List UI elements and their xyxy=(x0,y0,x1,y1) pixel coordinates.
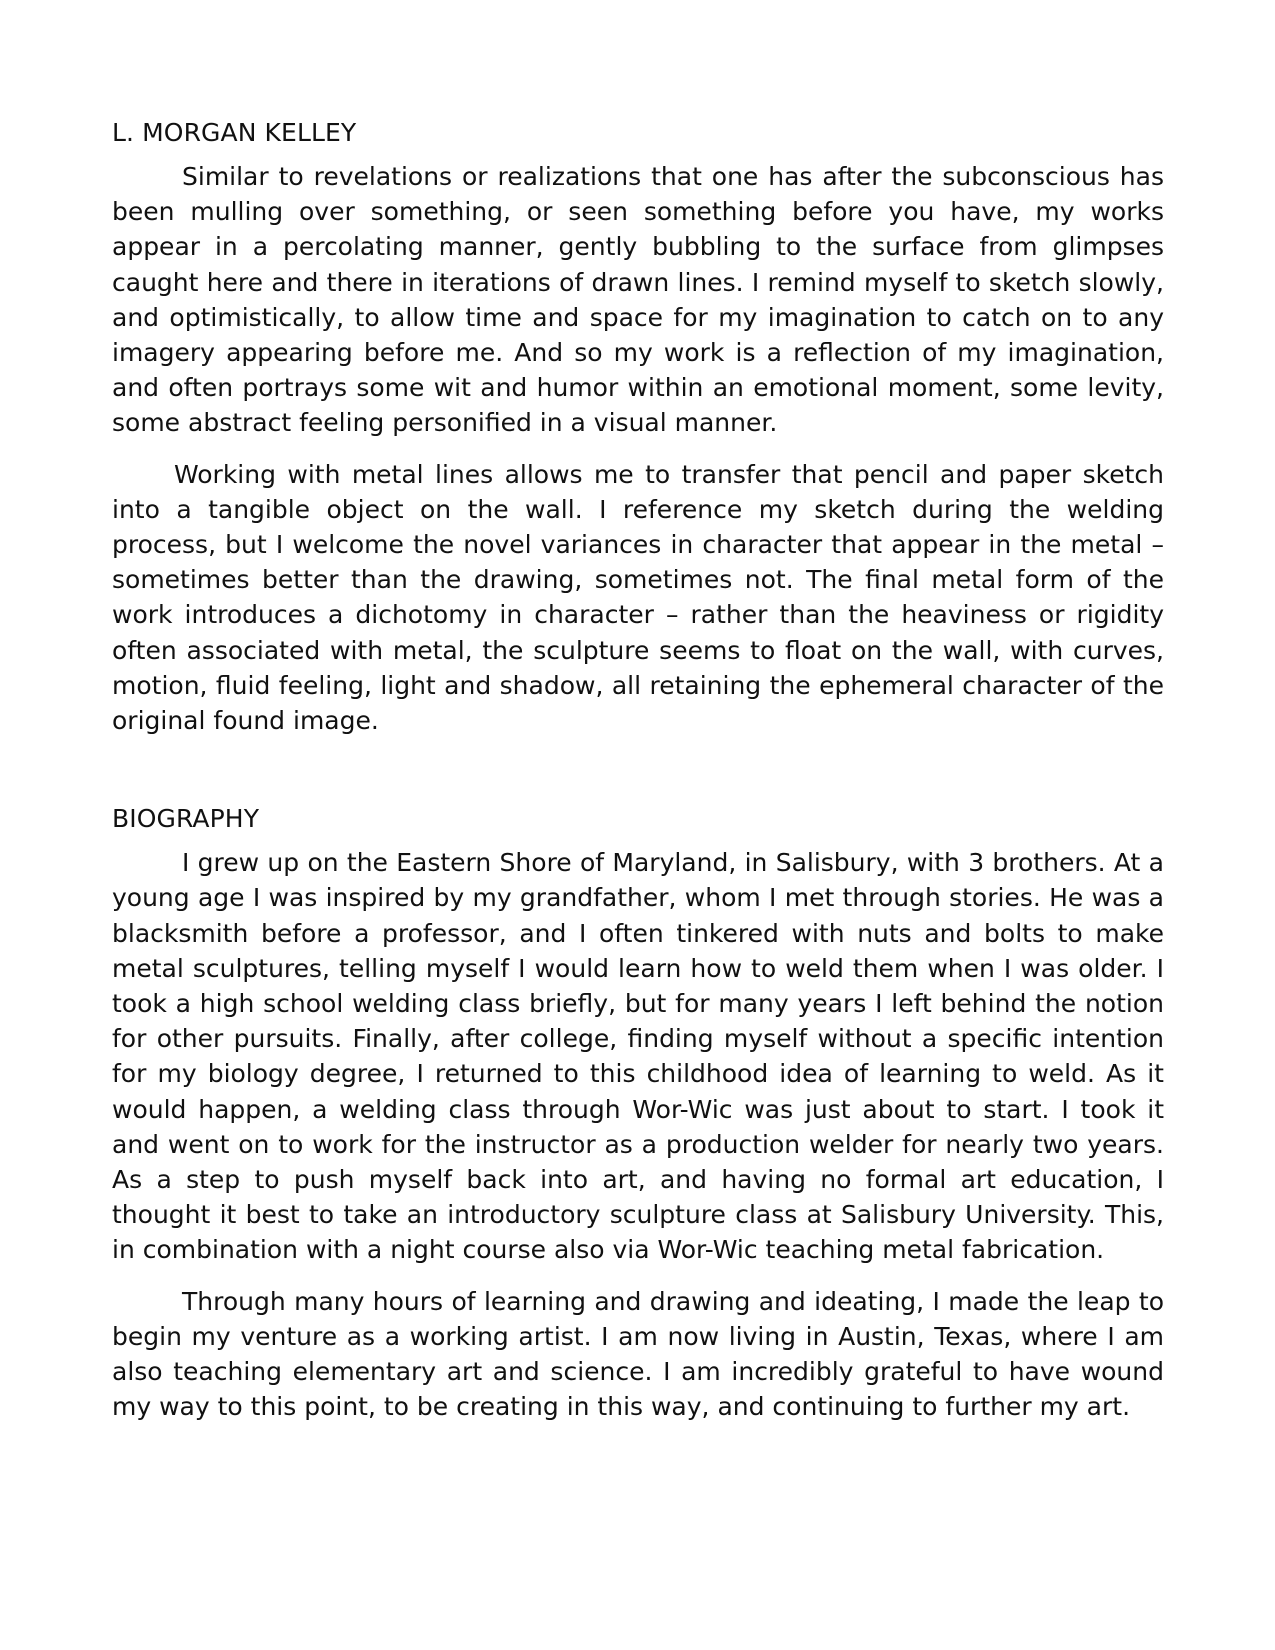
document-page xyxy=(112,116,1164,1441)
biography-paragraph-2: Through many hours of learning and drawing and ideating, I made the leap to begin my venture as a working artist. I am now living in Austin, Texas, where I am also teaching elementary art and science. I am incredibly grateful to have wound my way to this point, to be creating in this way, and continuing to further my art. xyxy=(112,1286,1164,1422)
biography-paragraph-1: I grew up on the Eastern Shore of Maryland, in Salisbury, with 3 brothers. At a young age I was inspired by my grandfather, whom I met through stories. He was a blacksmith before a professor, and I often tinkered with nuts and bolts to make metal sculptures, telling myself I would learn how to weld them when I was older. I took a high school welding class briefly, but for many years I left behind the notion for other pursuits. Finally, after college, finding myself without a specific intention for my biology degree, I returned to this childhood idea of learning to weld. As it would happen, a welding class through Wor-Wic was just about to start. I took it and went on to work for the instructor as a production welder for nearly two years. As a step to push myself back into art, and having no formal art education, I thought it best to take an introductory sculpture class at Salisbury University. This, in combination with a night course also via Wor-Wic teaching metal fabrication. xyxy=(112,848,1164,1265)
artist-name-heading: L. MORGAN KELLEY xyxy=(112,118,357,147)
section-spacer xyxy=(112,754,1164,802)
statement-paragraph-2: Working with metal lines allows me to transfer that pencil and paper sketch into a tangible object on the wall. I reference my sketch during the welding process, but I welcome the novel variances in character that appear in the metal – sometimes better than the drawing, sometimes not. The final metal form of the work introduces a dichotomy in character – rather than the heaviness or rigidity often associated with metal, the sculpture seems to float on the wall, with curves, motion, fluid feeling, light and shadow, all retaining the ephemeral character of the original found image. xyxy=(112,459,1164,736)
statement-paragraph-1: Similar to revelations or realizations that one has after the subconscious has been mulling over something, or seen something before you have, my works appear in a percolating manner, gently bubbling to the surface from glimpses caught here and there in iterations of drawn lines. I remind myself to sketch slowly, and optimistically, to allow time and space for my imagination to catch on to any imagery appearing before me. And so my work is a reflection of my imagination, and often portrays some wit and humor within an emotional moment, some levity, some abstract feeling personified in a visual manner. xyxy=(112,162,1164,438)
biography-heading: BIOGRAPHY xyxy=(112,804,260,834)
